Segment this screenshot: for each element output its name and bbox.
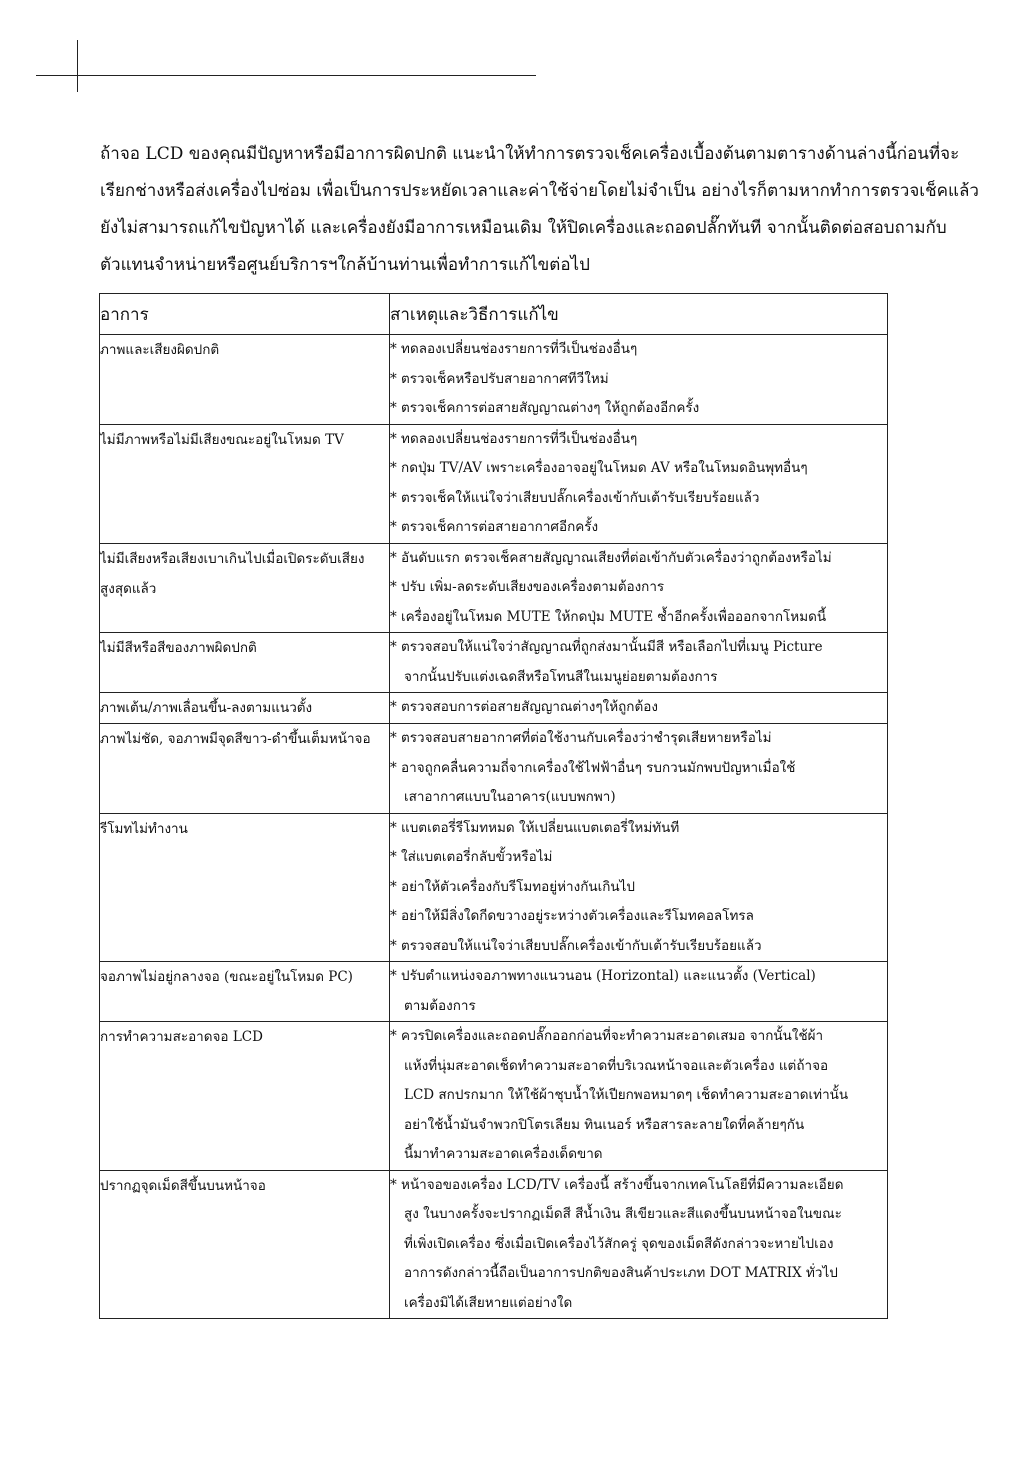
cause-cell [390,724,888,814]
cause-line: ตามต้องการ [404,997,476,1014]
cause-line: * ตรวจสอบการต่อสายสัญญาณต่างๆให้ถูกต้อง [390,699,658,715]
symptom-cell: ภาพไม่ชัด, จอภาพมีจุดสีขาว-ดำขึ้นเต็มหน้าจอ [100,724,390,814]
table-row [100,1022,888,1171]
cause-line: * ตรวจสอบสายอากาศที่ต่อใช้งานกับเครื่องว่าชำรุดเสียหายหรือไม่ [390,730,772,746]
cause-line: นี้มาทำความสะอาดเครื่องเด็ดขาด [404,1146,603,1162]
header-cause: สาเหตุและวิธีการแก้ไข [390,294,888,335]
cause-line: เครื่องมิได้เสียหายแต่อย่างใด [404,1294,573,1311]
cause-cell [390,543,888,633]
symptom-cell: ภาพเต้น/ภาพเลื่อนขึ้น-ลงตามแนวตั้ง [100,693,390,724]
troubleshooting-table [99,293,888,1319]
crop-mark-vertical [77,40,78,92]
header-symptom: อาการ [100,294,390,335]
table-row [100,424,888,543]
table-row [100,813,888,962]
table-row [100,724,888,814]
cause-line: * ควรปิดเครื่องและถอดปลั๊กออกก่อนที่จะทำความสะอาดเสมอ จากนั้นใช้ผ้า [390,1028,824,1044]
cause-line: อาการดังกล่าวนี้ถือเป็นอาการปกติของสินค้าประเภท DOT MATRIX ทั่วไป [404,1265,838,1281]
table-row [100,693,888,724]
cause-line: * อย่าให้มีสิ่งใดกีดขวางอยู่ระหว่างตัวเครื่องและรีโมทคอลโทรล [390,908,754,924]
cause-line: * ทดลองเปลี่ยนช่องรายการที่วีเป็นช่องอื่นๆ [390,341,638,357]
crop-mark-horizontal [36,75,536,76]
symptom-cell: ไม่มีสีหรือสีของภาพผิดปกติ [100,633,390,693]
symptom-cell: จอภาพไม่อยู่กลางจอ (ขณะอยู่ในโหมด PC) [100,962,390,1022]
cause-line: * ปรับ เพิ่ม-ลดระดับเสียงของเครื่องตามต้องการ [390,579,665,595]
cause-line: * อาจถูกคลื่นความถี่จากเครื่องใช้ไฟฟ้าอื่นๆ รบกวนมักพบปัญหาเมื่อใช้ [390,759,796,776]
cause-cell [390,813,888,962]
cause-line: * ตรวจเช็คหรือปรับสายอากาศทีวีใหม่ [390,370,609,387]
symptom-cell: ไม่มีภาพหรือไม่มีเสียงขณะอยู่ในโหมด TV [100,424,390,543]
cause-line: สูง ในบางครั้งจะปรากฏเม็ดสี สีน้ำเงิน สีเขียวและสีแดงขึ้นบนหน้าจอในขณะ [404,1206,842,1222]
cause-line: แห้งที่นุ่มสะอาดเช็ดทำความสะอาดที่บริเวณหน้าจอและตัวเครื่อง แต่ถ้าจอ [404,1057,829,1074]
cause-line: * เครื่องอยู่ในโหมด MUTE ให้กดปุ่ม MUTE ซ้ำอีกครั้งเพื่อออกจากโหมดนี้ [390,608,827,625]
table-row [100,335,888,425]
cause-cell [390,1022,888,1171]
symptom-cell: ปรากฏจุดเม็ดสีขึ้นบนหน้าจอ [100,1170,390,1319]
cause-cell [390,693,888,724]
cause-line: * อันดับแรก ตรวจเช็คสายสัญญาณเสียงที่ต่อเข้ากับตัวเครื่องว่าถูกต้องหรือไม่ [390,549,832,566]
cause-line: * ตรวจเช็คให้แน่ใจว่าเสียบปลั๊กเครื่องเข้ากับเต้ารับเรียบร้อยแล้ว [390,489,760,506]
cause-line: เสาอากาศแบบในอาคาร(แบบพกพา) [404,789,616,805]
cause-line: * ตรวจเช็คการต่อสายอากาศอีกครั้ง [390,519,599,535]
cause-line: จากนั้นปรับแต่งเฉดสีหรือโทนสีในเมนูย่อยตามต้องการ [404,668,718,685]
intro-paragraph: ถ้าจอ LCD ของคุณมีปัญหาหรือมีอาการผิดปกติ แนะนำให้ทำการตรวจเช็คเครื่องเบื้องต้นตามตารางด้านล่างนี้ก่อนที่จะเรียกช่างหรือส่งเครื่องไปซ่อม เพื่อเป็นการประหยัดเวลาและค่าใช้จ่ายโดยไม่จำเป็น อย่างไรก็ตามหากทำการตรวจเช็คแล้วยังไม่สามารถแก้ไขปัญหาได้ และเครื่องยังมีอาการเหมือนเดิม ให้ปิดเครื่องและถอดปลั๊กทันที จากนั้นติดต่อสอบถามกับตัวแทนจำหน่ายหรือศูนย์บริการฯใกล้บ้านท่านเพื่อทำการแก้ไขต่อไป [100,144,979,275]
cause-line: * ตรวจเช็คการต่อสายสัญญาณต่างๆ ให้ถูกต้องอีกครั้ง [390,400,700,416]
table-row [100,1170,888,1319]
cause-cell [390,335,888,425]
table-row [100,962,888,1022]
cause-cell [390,633,888,693]
cause-line: * ตรวจสอบให้แน่ใจว่าเสียบปลั๊กเครื่องเข้ากับเต้ารับเรียบร้อยแล้ว [390,937,762,954]
cause-cell [390,1170,888,1319]
table-row [100,543,888,633]
cause-line: LCD สกปรกมาก ให้ใช้ผ้าชุบน้ำให้เปียกพอหมาดๆ เช็ดทำความสะอาดเท่านั้น [404,1087,849,1103]
symptom-cell: รีโมทไม่ทำงาน [100,813,390,962]
cause-line: * ทดลองเปลี่ยนช่องรายการที่วีเป็นช่องอื่นๆ [390,430,638,447]
cause-line: * ปรับตำแหน่งจอภาพทางแนวนอน (Horizontal) และแนวตั้ง (Vertical) [390,968,816,984]
table-body [100,335,888,1319]
cause-line: * กดปุ่ม TV/AV เพราะเครื่องอาจอยู่ในโหมด AV หรือในโหมดอินพุทอื่นๆ [390,460,808,476]
cause-line: * อย่าให้ตัวเครื่องกับรีโมทอยู่ห่างกันเกินไป [390,878,635,895]
cause-line: อย่าใช้น้ำมันจำพวกปิโตรเลียม ทินเนอร์ หรือสารละลายใดที่คล้ายๆกัน [404,1116,805,1133]
cause-line: * หน้าจอของเครื่อง LCD/TV เครื่องนี้ สร้างขึ้นจากเทคโนโลยีที่มีความละเอียด [390,1176,844,1193]
cause-line: * ใส่แบตเตอรี่กลับขั้วหรือไม่ [390,849,553,865]
cause-line: * ตรวจสอบให้แน่ใจว่าสัญญาณที่ถูกส่งมานั้นมีสี หรือเลือกไปที่เมนู Picture [390,639,823,655]
symptom-cell: ภาพและเสียงผิดปกติ [100,335,390,425]
symptom-cell: ไม่มีเสียงหรือเสียงเบาเกินไปเมื่อเปิดระดับเสียงสูงสุดแล้ว [100,543,390,633]
symptom-cell: การทำความสะอาดจอ LCD [100,1022,390,1171]
cause-line: ที่เพิ่งเปิดเครื่อง ซึ่งเมื่อเปิดเครื่องไว้สักครู่ จุดของเม็ดสีดังกล่าวจะหายไปเอง [404,1235,834,1252]
cause-cell [390,424,888,543]
table-header-row [100,294,888,335]
table-row [100,633,888,693]
cause-cell [390,962,888,1022]
cause-line: * แบตเตอรี่รีโมทหมด ให้เปลี่ยนแบตเตอรี่ใหม่ทันที [390,819,680,836]
